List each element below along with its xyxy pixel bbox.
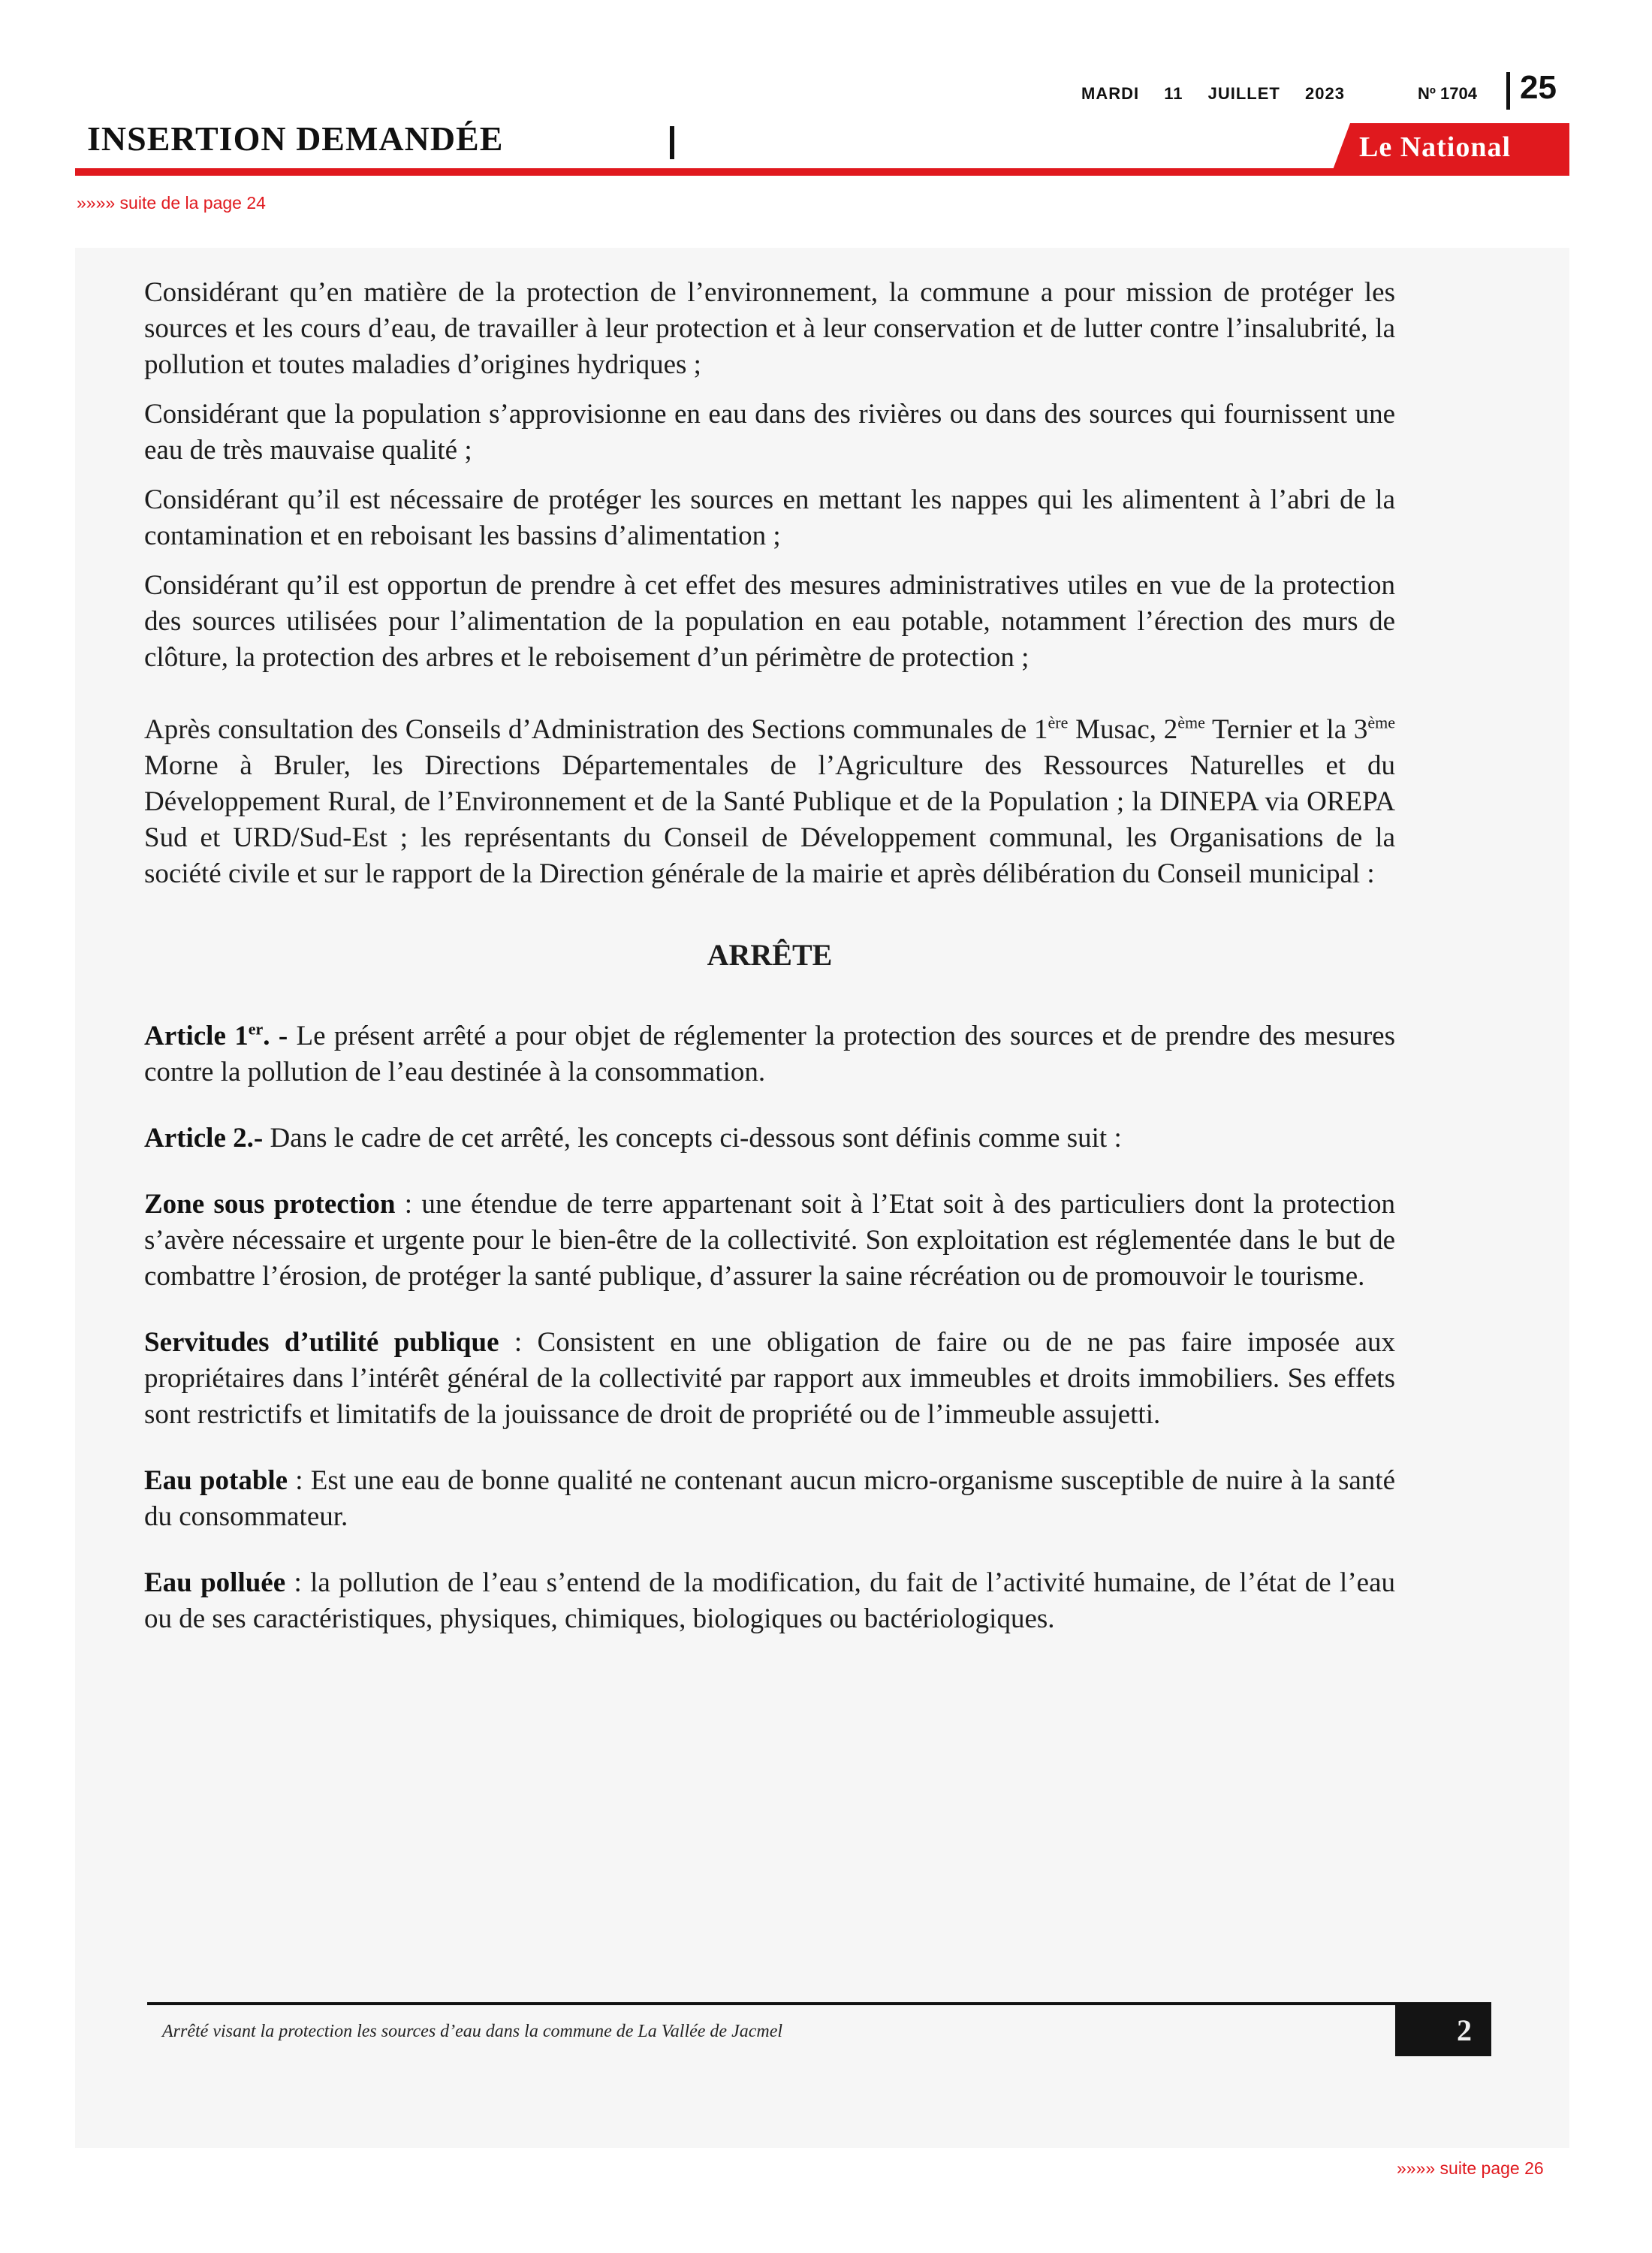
definition-text: : Consistent en une obligation de faire ou de ne pas faire imposée aux propriétaires dans l’intérêt général de la collectivité par rapport aux immeubles et droits immobiliers. Ses effets sont restrictifs et limitatifs de la jouissance de droit de propriété ou de l’immeuble assujetti. (144, 1327, 1395, 1430)
definition-servitudes (144, 1325, 1395, 1433)
definition-text: : Est une eau de bonne qualité ne contenant aucun micro-organisme susceptible de nuire à la santé du consommateur. (144, 1465, 1395, 1532)
issue-number: Nº 1704 (1418, 84, 1477, 103)
article-label-end: . - (263, 1021, 288, 1051)
superscript: ème (1367, 713, 1396, 732)
definition-eau-potable (144, 1463, 1395, 1535)
document-footer-caption: Arrêté visant la protection les sources d’eau dans la commune de La Vallée de Jacmel (162, 2022, 783, 2041)
article-2 (144, 1120, 1395, 1157)
definition-term: Servitudes d’utilité publique (144, 1327, 499, 1358)
superscript: er (248, 1019, 264, 1039)
issue-date (1081, 84, 1364, 104)
definition-term: Eau potable (144, 1465, 288, 1496)
article-label (144, 1021, 288, 1051)
superscript: ème (1177, 713, 1205, 732)
considerant-paragraph: Considérant que la population s’approvisionne en eau dans des rivières ou dans des sources qui fournissent une eau de très mauvaise qualité ; (144, 399, 1395, 466)
considerant-paragraph: Considérant qu’il est opportun de prendre à cet effet des mesures administratives utiles en vue de la protection des sources utilisées pour l’alimentation de la population en eau potable, notamment l’érection des murs de clôture, la protection des arbres et le reboisement d’un périmètre de protection ; (144, 570, 1395, 673)
section-title: INSERTION DEMANDÉE (87, 119, 504, 158)
article-label-text: Article 1 (144, 1021, 249, 1051)
consultation-text: Ternier et la 3 (1204, 714, 1368, 745)
date-day: MARDI (1081, 84, 1140, 103)
newspaper-logo: Le National (1359, 131, 1512, 163)
definition-term: Zone sous protection (144, 1189, 396, 1220)
continued-to-link[interactable]: »»»» suite page 26 (1397, 2158, 1544, 2178)
definition-text: : une étendue de terre appartenant soit à l’Etat soit à des particuliers dont la protection s’avère nécessaire et urgente pour le bien-être de la collectivité. Son exploitation est réglementée dans le but de combattre l’érosion, de protéger la santé publique, d’assurer la saine récréation ou de promouvoir le tourisme. (144, 1189, 1395, 1292)
consultation-paragraph (144, 712, 1395, 892)
article-label: Article 2.- (144, 1123, 264, 1154)
considerant-paragraph: Considérant qu’il est nécessaire de protéger les sources en mettant les nappes qui les alimentent à l’abri de la contamination et en reboisant les bassins d’alimentation ; (144, 484, 1395, 551)
document-page-number: 2 (1395, 2005, 1491, 2056)
definition-eau-polluee (144, 1565, 1395, 1637)
date-month: JUILLET (1207, 84, 1280, 103)
page-number: 25 (1520, 69, 1557, 106)
date-number: 11 (1164, 84, 1183, 103)
date-year: 2023 (1304, 84, 1345, 103)
definition-term: Eau polluée (144, 1567, 286, 1598)
arrete-heading: ARRÊTE (707, 938, 833, 972)
article-text: Dans le cadre de cet arrêté, les concepts ci-dessous sont définis comme suit : (263, 1123, 1122, 1154)
definition-zone-sous-protection (144, 1187, 1395, 1295)
page-number-divider (1506, 72, 1510, 110)
considerant-paragraph: Considérant qu’en matière de la protection de l’environnement, la commune a pour mission de protéger les sources et les cours d’eau, de travailler à leur protection et à leur conservation et de lutter contre l’insalubrité, la pollution et toutes maladies d’origines hydriques ; (144, 277, 1395, 380)
document-body (144, 275, 1395, 1651)
consultation-text: Après consultation des Conseils d’Administration des Sections communales de 1 (144, 714, 1048, 745)
article-1 (144, 1018, 1395, 1090)
document-footer-rule (147, 2002, 1491, 2005)
title-divider (670, 126, 674, 159)
superscript: ère (1048, 713, 1069, 732)
consultation-text: Musac, 2 (1068, 714, 1178, 745)
continued-from-link[interactable]: »»»» suite de la page 24 (77, 193, 266, 213)
article-text: Le présent arrêté a pour objet de réglementer la protection des sources et de prendre des mesures contre la pollution de l’eau destinée à la consommation. (144, 1021, 1396, 1087)
definition-text: : la pollution de l’eau s’entend de la modification, du fait de l’activité humaine, de l’état de l’eau ou de ses caractéristiques, physiques, chimiques, biologiques ou bactériologiques. (144, 1567, 1395, 1634)
consultation-text: Morne à Bruler, les Directions Départementales de l’Agriculture des Ressources Naturelles et du Développement Rural, de l’Environnement et de la Santé Publique et de la Population ; la DINEPA via OREPA Sud et URD/Sud-Est ; les représentants du Conseil de Développement communal, les Organisations de la société civile et sur le rapport de la Direction générale de la mairie et après délibération du Conseil municipal : (144, 750, 1395, 889)
